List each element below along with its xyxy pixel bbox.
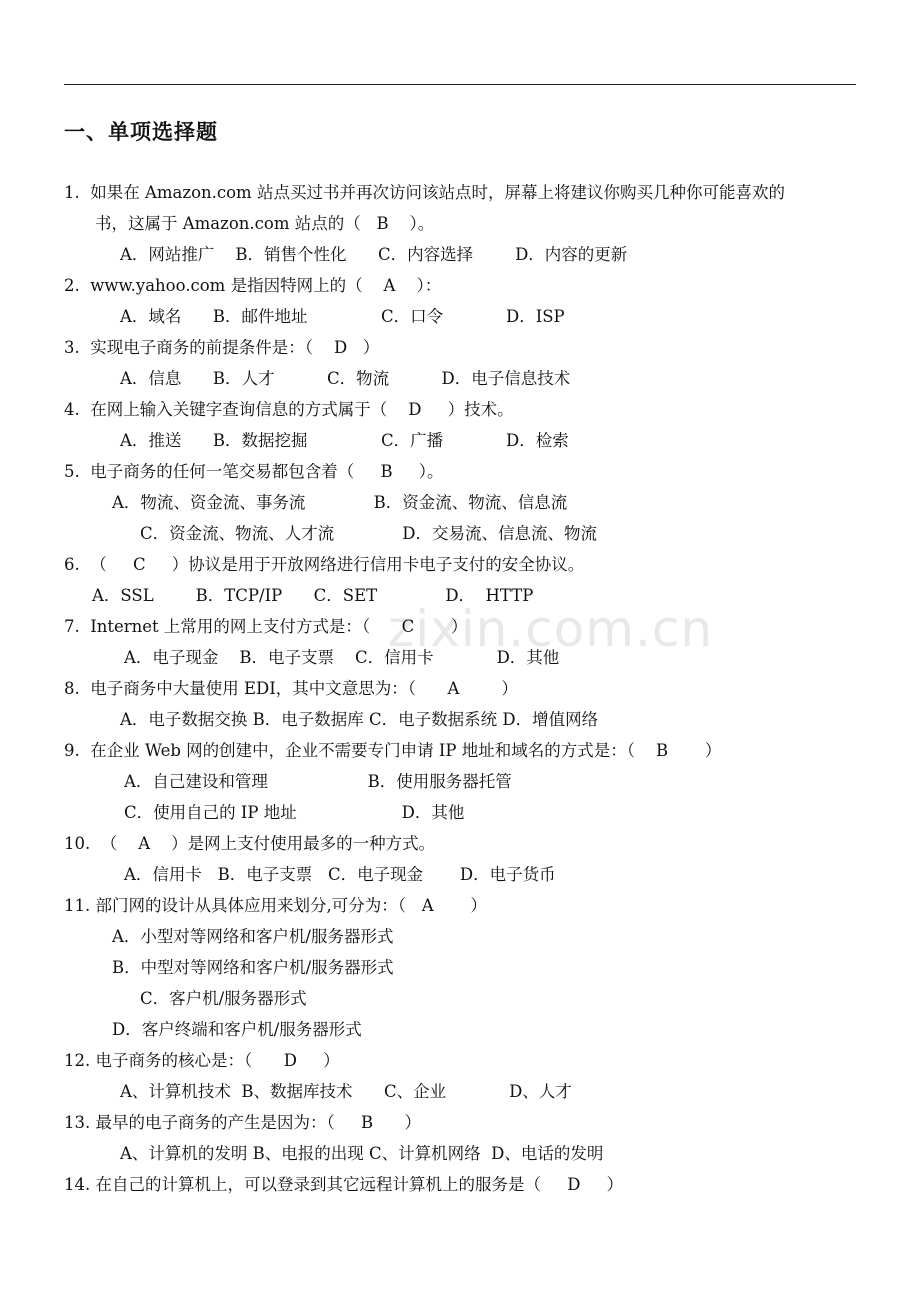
section-heading: 一、单项选择题 bbox=[64, 120, 218, 144]
watermark: zixin.com.cn bbox=[388, 600, 714, 658]
question-5-stem: 5. 电子商务的任何一笔交易都包含着（ B ）。 bbox=[64, 462, 444, 481]
question-10-options: A．信用卡 B．电子支票 C．电子现金 D．电子货币 bbox=[124, 865, 556, 884]
question-13-options: A、计算机的发明 B、电报的出现 C、计算机网络 D、电话的发明 bbox=[120, 1144, 604, 1163]
question-9-stem: 9. 在企业 Web 网的创建中，企业不需要专门申请 IP 地址和域名的方式是：（ B ） bbox=[64, 741, 722, 760]
question-1-stem: 1. 如果在 Amazon.com 站点买过书并再次访问该站点时，屏幕上将建议你购买几种你可能喜欢的 bbox=[64, 183, 785, 202]
question-1-stem-cont: 书，这属于 Amazon.com 站点的（ B ）。 bbox=[95, 214, 435, 233]
question-11-stem: 11. 部门网的设计从具体应用来划分,可分为：（ A ） bbox=[64, 896, 487, 915]
question-6-options: A．SSL B．TCP/IP C．SET D． HTTP bbox=[92, 586, 534, 605]
question-9-options-row1: A．自己建设和管理 B．使用服务器托管 bbox=[124, 772, 512, 791]
question-10-stem: 10. （ A ）是网上支付使用最多的一种方式。 bbox=[64, 834, 436, 853]
question-7-options: A．电子现金 B．电子支票 C．信用卡 D．其他 bbox=[124, 648, 560, 667]
question-8-stem: 8. 电子商务中大量使用 EDI，其中文意思为：（ A ） bbox=[64, 679, 518, 698]
question-9-options-row2: C．使用自己的 IP 地址 D．其他 bbox=[124, 803, 465, 822]
question-5-options-row2: C．资金流、物流、人才流 D．交易流、信息流、物流 bbox=[140, 524, 598, 543]
question-4-options: A．推送 B．数据挖掘 C．广播 D．检索 bbox=[120, 431, 569, 450]
question-3-stem: 3. 实现电子商务的前提条件是：（ D ） bbox=[64, 338, 380, 357]
question-12-stem: 12. 电子商务的核心是：（ D ） bbox=[64, 1051, 340, 1070]
question-13-stem: 13. 最早的电子商务的产生是因为：（ B ） bbox=[64, 1113, 422, 1132]
question-8-options: A．电子数据交换 B．电子数据库 C．电子数据系统 D．增值网络 bbox=[120, 710, 599, 729]
question-11-option-c: C．客户机/服务器形式 bbox=[140, 989, 307, 1008]
question-5-options-row1: A．物流、资金流、事务流 B．资金流、物流、信息流 bbox=[112, 493, 568, 512]
question-2-stem: 2. www.yahoo.com 是指因特网上的（ A ）： bbox=[64, 276, 442, 295]
question-7-stem: 7. Internet 上常用的网上支付方式是：（ C ） bbox=[64, 617, 468, 636]
question-14-stem: 14. 在自己的计算机上，可以登录到其它远程计算机上的服务是（ D ） bbox=[64, 1175, 624, 1194]
question-12-options: A、计算机技术 B、数据库技术 C、企业 D、人才 bbox=[120, 1082, 572, 1101]
question-3-options: A．信息 B．人才 C．物流 D．电子信息技术 bbox=[120, 369, 571, 388]
question-11-option-a: A．小型对等网络和客户机/服务器形式 bbox=[112, 927, 394, 946]
question-11-option-b: B．中型对等网络和客户机/服务器形式 bbox=[112, 958, 394, 977]
question-6-stem: 6. （ C ）协议是用于开放网络进行信用卡电子支付的安全协议。 bbox=[64, 555, 585, 574]
question-11-option-d: D．客户终端和客户机/服务器形式 bbox=[112, 1020, 362, 1039]
question-1-options: A．网站推广 B．销售个性化 C．内容选择 D．内容的更新 bbox=[120, 245, 628, 264]
question-4-stem: 4. 在网上输入关键字查询信息的方式属于（ D ）技术。 bbox=[64, 400, 514, 419]
question-2-options: A．域名 B．邮件地址 C．口令 D．ISP bbox=[120, 307, 565, 326]
top-rule bbox=[64, 84, 856, 85]
